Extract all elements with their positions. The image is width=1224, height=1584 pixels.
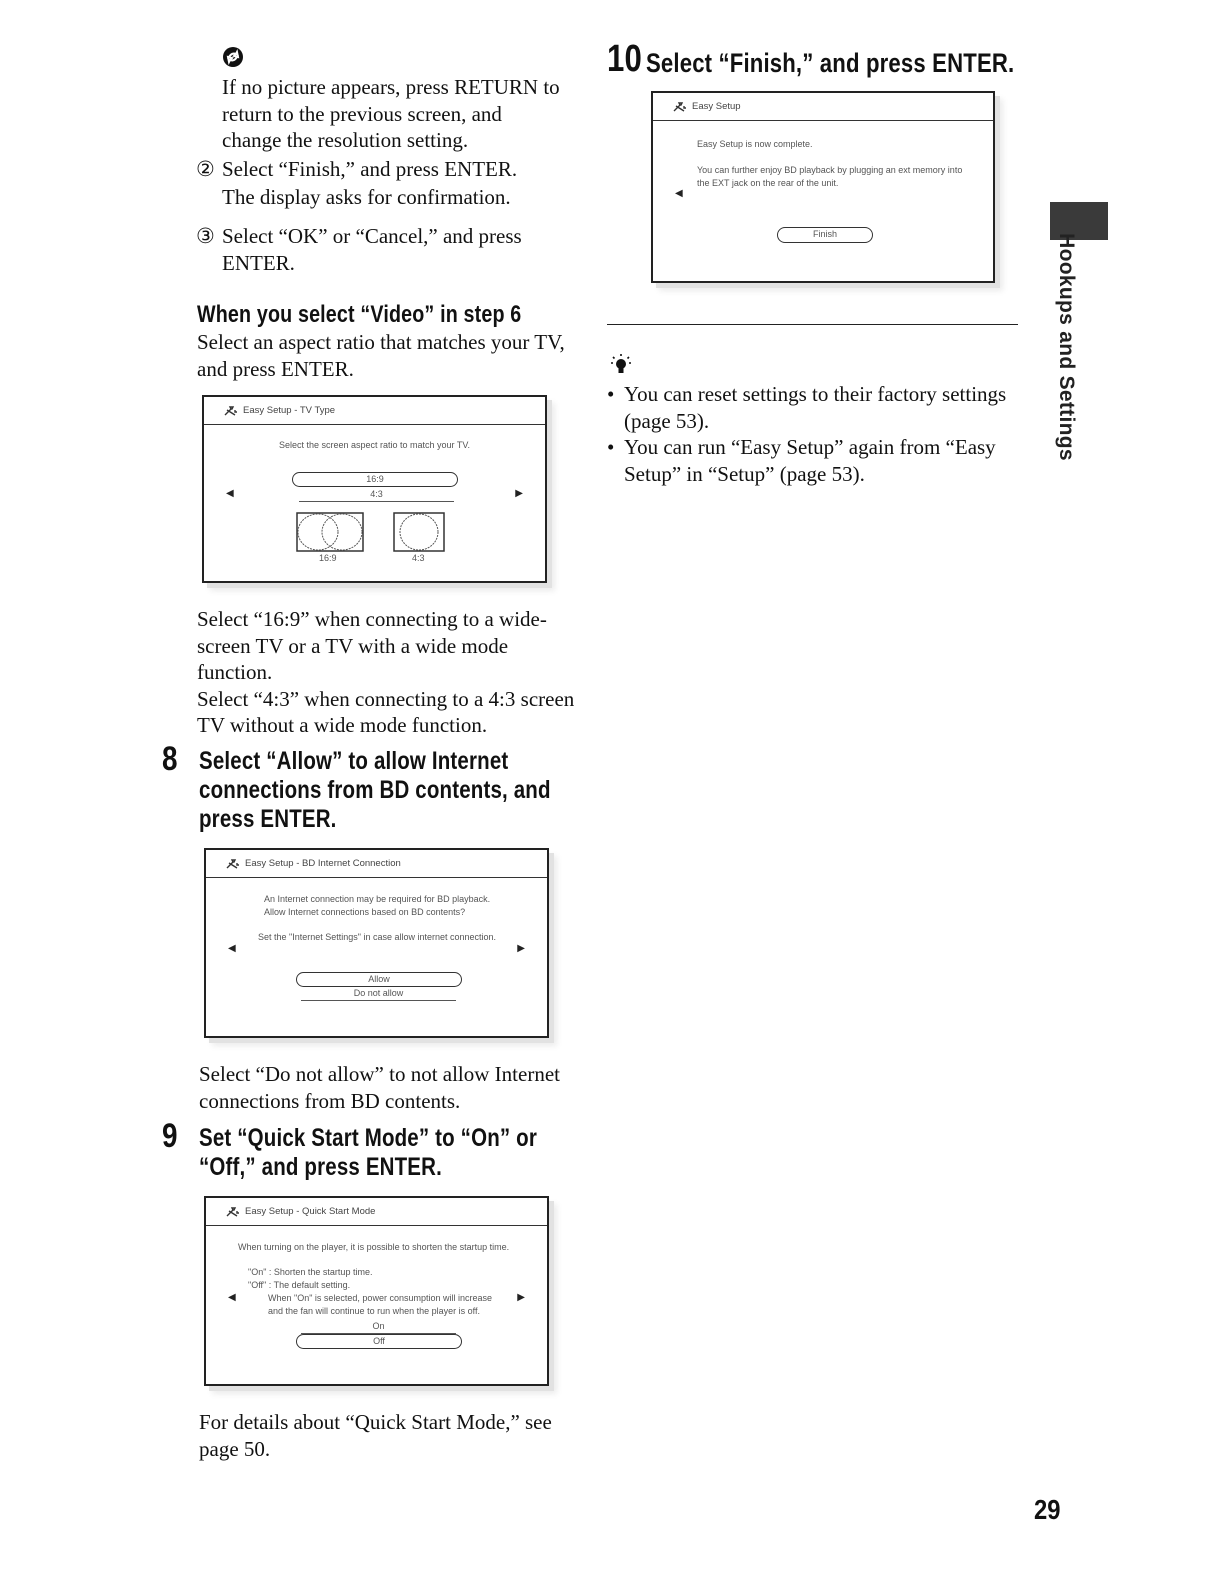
quick-line1: When turning on the player, it is possible to shorten the startup time.: [238, 1242, 510, 1252]
tv-type-screen: [202, 395, 547, 583]
bd-internet-screen-titlebar: [206, 850, 547, 878]
section-tab-label: [1052, 233, 1080, 461]
finish-line2: You can further enjoy BD playback by plugging an ext memory into: [697, 165, 963, 175]
option-on[interactable]: On: [301, 1320, 456, 1334]
image-label-16-9: 16:9: [319, 553, 337, 563]
tv-type-paragraph: Select “16:9” when connecting to a wide-screen TV or a TV with a wide mode function. Select “4:3” when connecting to a 4:3 screen TV without a wide mode function.: [197, 607, 575, 737]
tip-item: • You can reset settings to their factory settings (page 53).: [607, 381, 1007, 434]
bd-internet-screen-title: Easy Setup - BD Internet Connection: [245, 858, 401, 869]
quick-line4: When "On" is selected, power consumption will increase: [268, 1293, 492, 1303]
finish-button[interactable]: Finish: [777, 227, 873, 243]
image-label-4-3: 4:3: [412, 553, 425, 563]
substep3-line2: ENTER.: [222, 251, 295, 275]
quick-start-screen-title: Easy Setup - Quick Start Mode: [245, 1206, 376, 1217]
quick-start-screen-titlebar: [206, 1198, 547, 1226]
standard-tv-image: [393, 512, 445, 552]
section-tab-text: Hookups and Settings: [1055, 233, 1078, 461]
video-heading: When you select “Video” in step 6: [197, 301, 522, 328]
left-arrow-icon: ◀: [226, 488, 234, 499]
quick-line5: and the fan will continue to run when the player is off.: [268, 1306, 480, 1316]
tv-type-screen-titlebar: [204, 397, 545, 425]
step9-number: 9: [162, 1117, 178, 1155]
substep2-line2: The display asks for confirmation.: [222, 185, 511, 209]
right-arrow-icon: ▶: [517, 943, 525, 954]
step9-heading-line2: “Off,” and press ENTER.: [199, 1153, 442, 1181]
substep3-line1: Select “OK” or “Cancel,” and press: [222, 224, 522, 248]
step8-heading-line2: connections from BD contents, and: [199, 776, 551, 804]
quick-start-screen: [204, 1196, 549, 1386]
setup-tools-icon: [226, 859, 240, 869]
step9-paragraph: For details about “Quick Start Mode,” see page 50.: [199, 1410, 552, 1461]
step8-paragraph: Select “Do not allow” to not allow Internet connections from BD contents.: [199, 1062, 560, 1113]
setup-tools-icon: [226, 1207, 240, 1217]
step10-heading: Select “Finish,” and press ENTER.: [646, 48, 1015, 78]
tip-lightbulb-icon: [610, 352, 632, 376]
finish-screen-title: Easy Setup: [692, 101, 741, 112]
option-16-9-selected[interactable]: 16:9: [292, 472, 458, 487]
substep2-marker: ②: [196, 157, 215, 181]
finish-line1: Easy Setup is now complete.: [697, 139, 813, 149]
tip-item: • You can run “Easy Setup” again from “Easy Setup” in “Setup” (page 53).: [607, 434, 1007, 487]
setup-tools-icon: [673, 102, 687, 112]
note-text: If no picture appears, press RETURN to return to the previous screen, and change the resolution setting.: [222, 75, 560, 152]
bd-internet-screen: [204, 848, 549, 1038]
section-divider: [607, 324, 1018, 325]
left-arrow-icon: ◀: [228, 943, 236, 954]
widescreen-tv-image: [296, 512, 364, 552]
option-do-not-allow[interactable]: Do not allow: [301, 987, 456, 1001]
step8-heading-line3: press ENTER.: [199, 805, 337, 833]
option-off-selected[interactable]: Off: [296, 1334, 462, 1349]
finish-screen-titlebar: [653, 93, 993, 121]
step9-heading-line1: Set “Quick Start Mode” to “On” or: [199, 1124, 538, 1152]
finish-line3: the EXT jack on the rear of the unit.: [697, 178, 839, 188]
quick-line3: "Off" : The default setting.: [248, 1280, 351, 1290]
right-arrow-icon: ▶: [515, 488, 523, 499]
tip-list: [607, 381, 1007, 487]
substep2-line1: Select “Finish,” and press ENTER.: [222, 157, 518, 181]
quick-line2: "On" : Shorten the startup time.: [248, 1267, 373, 1277]
left-arrow-icon: ◀: [675, 188, 683, 199]
tv-type-screen-title: Easy Setup - TV Type: [243, 405, 336, 416]
left-arrow-icon: ◀: [228, 1292, 236, 1303]
page-number: 29: [1034, 1494, 1061, 1525]
bd-line1: An Internet connection may be required for BD playback.: [264, 894, 491, 904]
option-4-3[interactable]: 4:3: [299, 488, 454, 502]
tv-type-prompt: Select the screen aspect ratio to match your TV.: [278, 440, 471, 450]
step10-number: 10: [607, 38, 642, 80]
option-allow-selected[interactable]: Allow: [296, 972, 462, 987]
bd-line2: Allow Internet connections based on BD contents?: [264, 907, 466, 917]
finish-screen: [651, 91, 995, 283]
note-icon: [222, 46, 244, 68]
substep3-marker: ③: [196, 224, 215, 248]
video-body: Select an aspect ratio that matches your TV, and press ENTER.: [197, 330, 565, 381]
right-arrow-icon: ▶: [517, 1292, 525, 1303]
step8-heading-line1: Select “Allow” to allow Internet: [199, 747, 509, 775]
setup-tools-icon: [224, 406, 238, 416]
bd-line3: Set the "Internet Settings" in case allow internet connection.: [258, 932, 497, 942]
step8-number: 8: [162, 740, 178, 778]
